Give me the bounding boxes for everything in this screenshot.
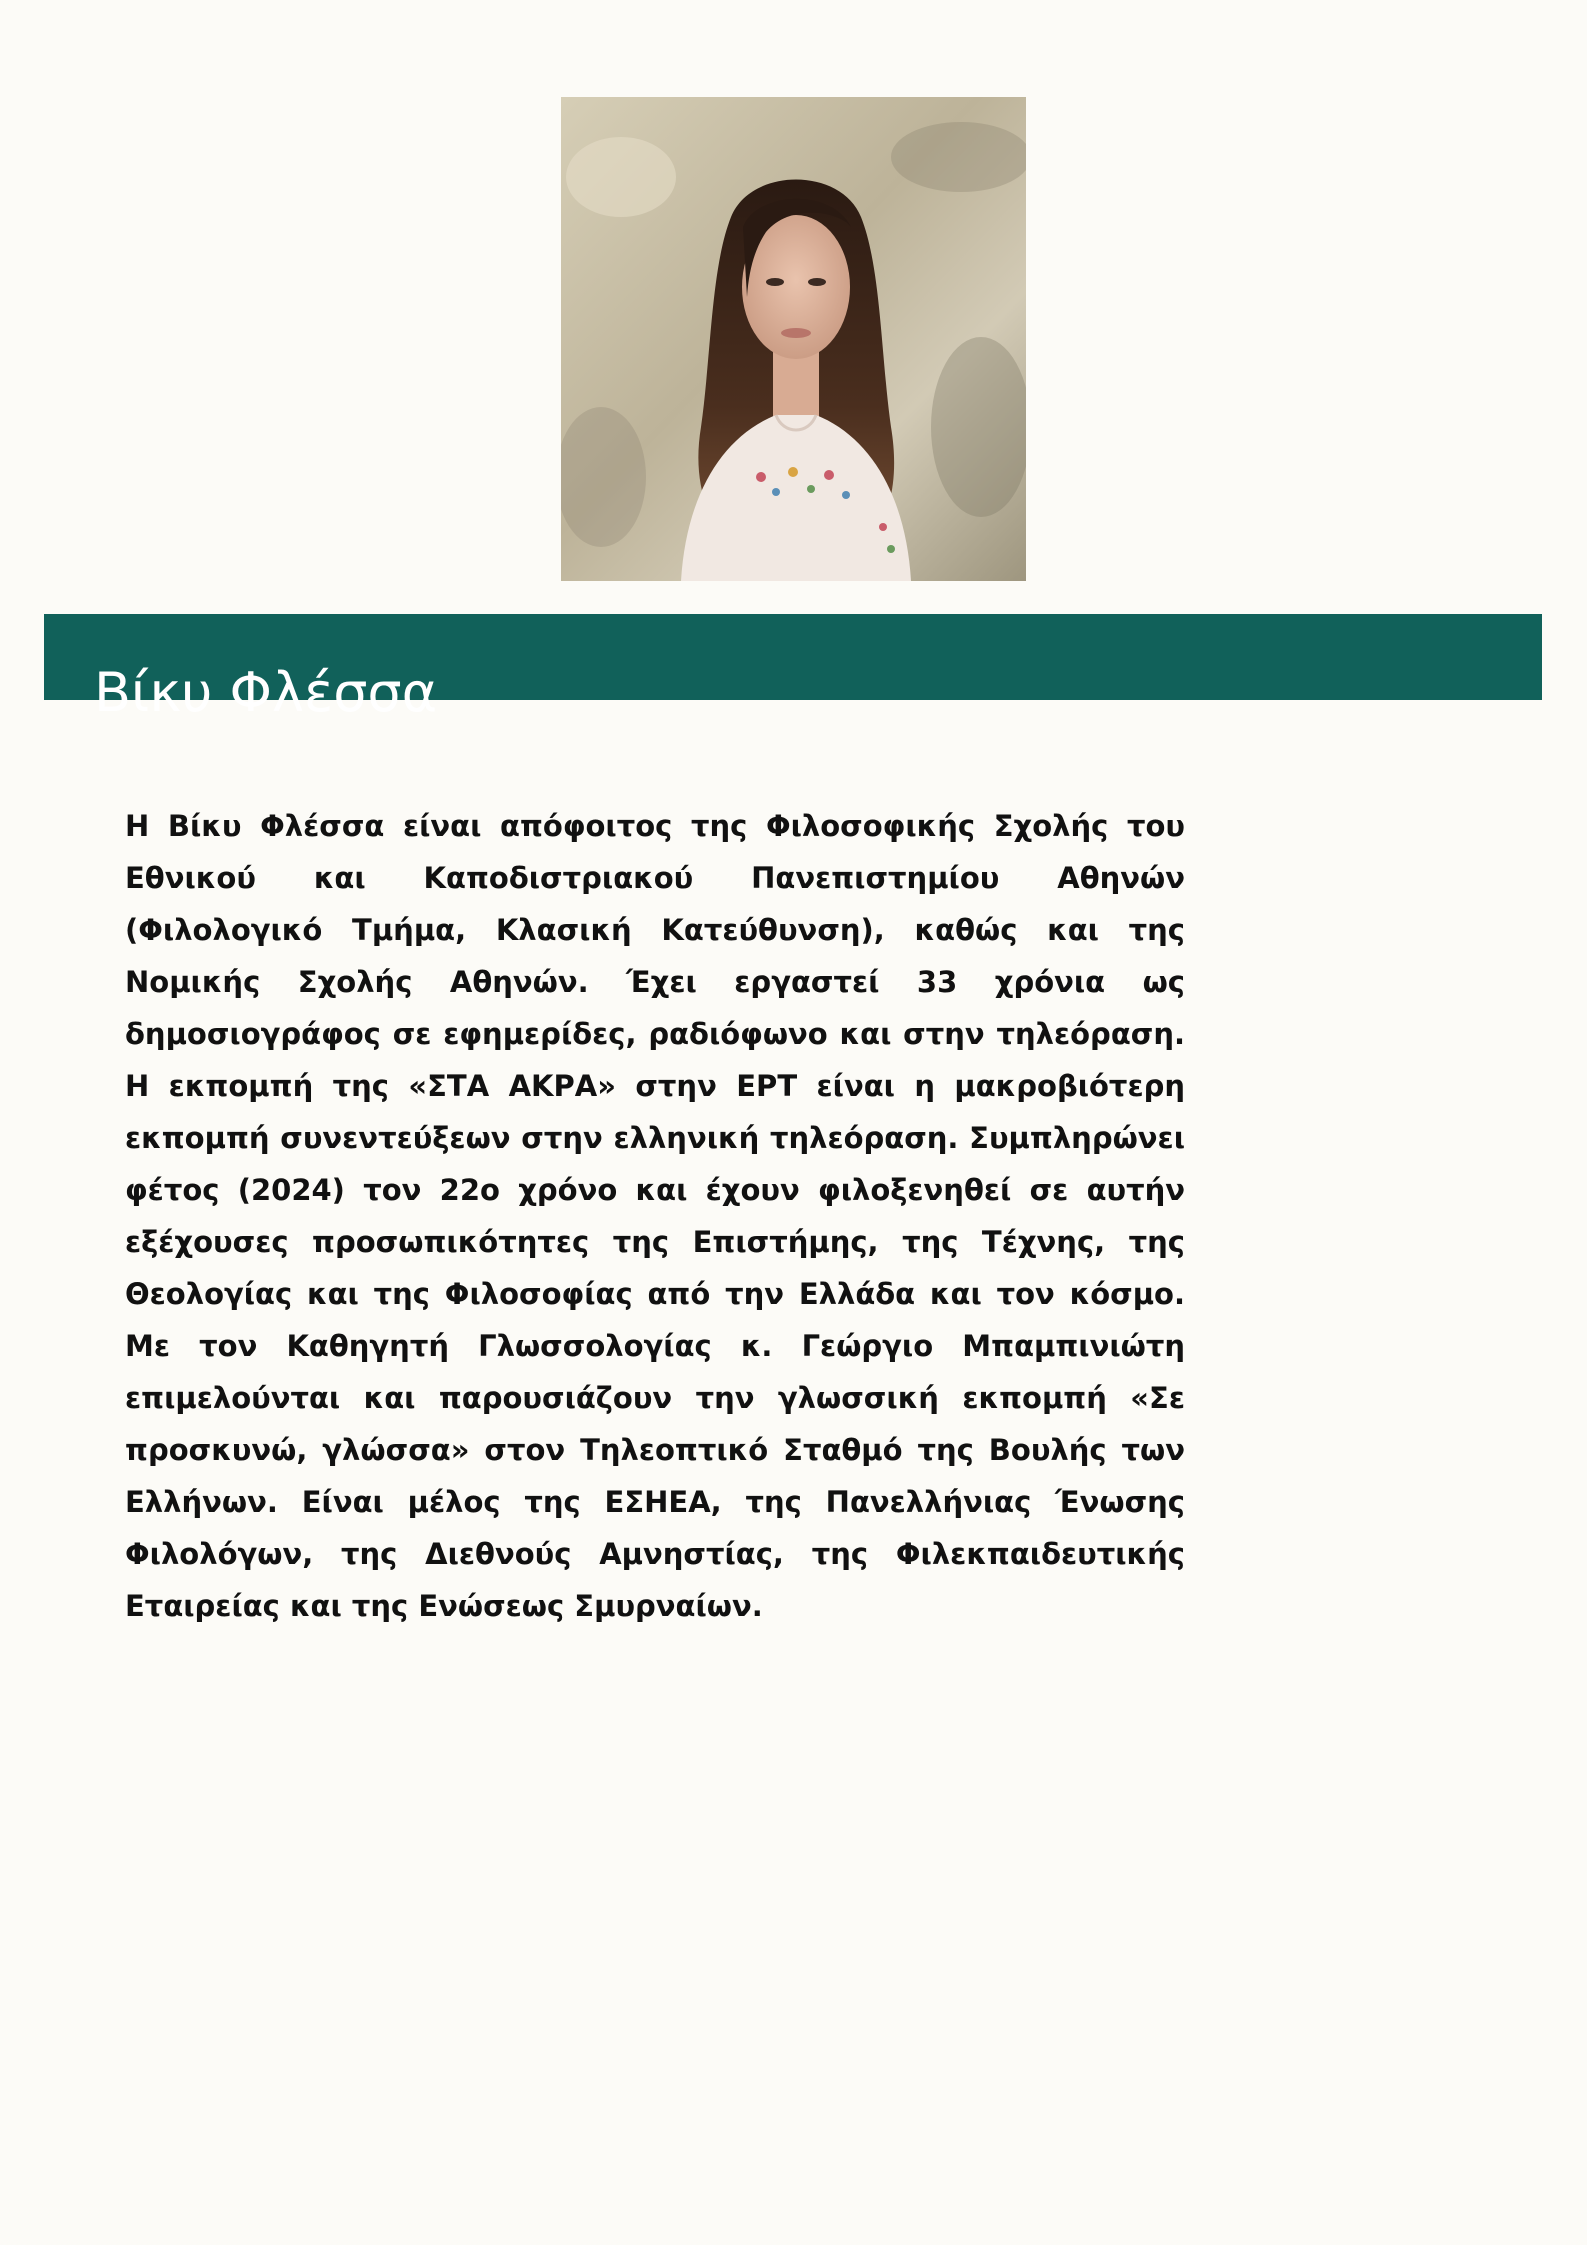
portrait-photo (561, 97, 1026, 581)
portrait-illustration (561, 97, 1026, 581)
title-band (44, 614, 1542, 725)
person-name: Βίκυ Φλέσσα (94, 661, 438, 725)
biography-text: Η Βίκυ Φλέσσα είναι απόφοιτος της Φιλοσοφικής Σχολής του Εθνικού και Καποδιστριακού Πανεπιστημίου Αθηνών (Φιλολογικό Τμήμα, Κλασική Κατεύθυνση), καθώς και της Νομικής Σχολής Αθηνών. Έχει εργαστεί 33 χρόνια ως δημοσιογράφος σε εφημερίδες, ραδιόφωνο και στην τηλεόραση. Η εκπομπή της «ΣΤΑ ΑΚΡΑ» στην ΕΡΤ είναι η μακροβιότερη εκπομπή συνεντεύξεων στην ελληνική τηλεόραση. Συμπληρώνει φέτος (2024) τον 22ο χρόνο και έχουν φιλοξενηθεί σε αυτήν εξέχουσες προσωπικότητες της Επιστήμης, της Τέχνης, της Θεολογίας και της Φιλοσοφίας από την Ελλάδα και τον κόσμο. Με τον Καθηγητή Γλωσσολογίας κ. Γεώργιο Μπαμπινιώτη επιμελούνται και παρουσιάζουν την γλωσσική εκπομπή «Σε προσκυνώ, γλώσσα» στον Τηλεοπτικό Σταθμό της Βουλής των Ελλήνων. Είναι μέλος της ΕΣΗΕΑ, της Πανελλήνιας Ένωσης Φιλολόγων, της Διεθνούς Αμνηστίας, της Φιλεκπαιδευτικής Εταιρείας και της Ενώσεως Σμυρναίων. (125, 809, 1185, 1623)
